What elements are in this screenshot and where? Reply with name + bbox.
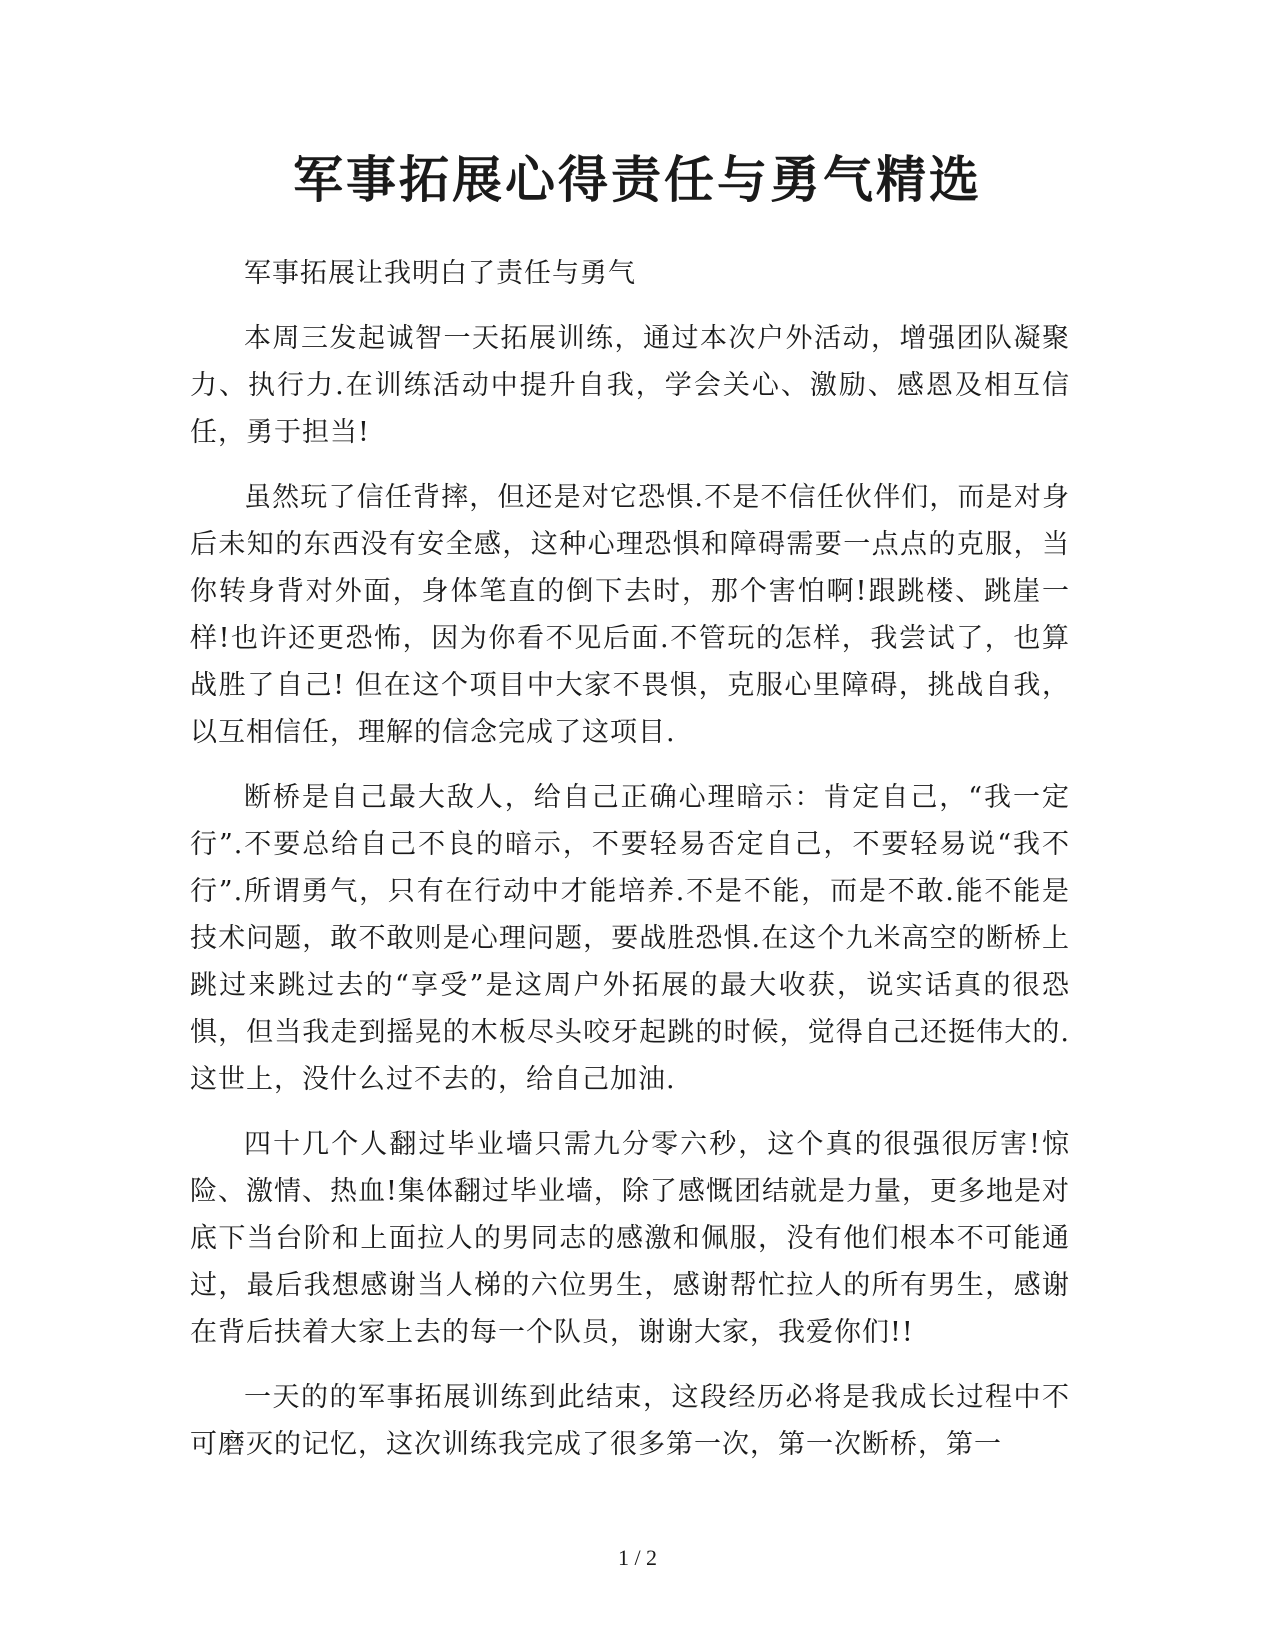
paragraph-5: 一天的的军事拓展训练到此结束，这段经历必将是我成长过程中不可磨灭的记忆，这次训练我完成了很多第一次，第一次断桥，第一 [190,1382,1070,1460]
paragraph-4: 四十几个人翻过毕业墙只需九分零六秒，这个真的很强很厉害!惊险、激情、热血!集体翻过毕业墙，除了感慨团结就是力量，更多地是对底下当台阶和上面拉人的男同志的感激和佩服，没有他们根本不可能通过，最后我想感谢当人梯的六位男生，感谢帮忙拉人的所有男生，感谢在背后扶着大家上去的每一个队员，谢谢大家，我爱你们!! [190,1129,1070,1348]
paragraph-subtitle: 军事拓展让我明白了责任与勇气 [244,258,636,289]
paragraph-1: 本周三发起诚智一天拓展训练，通过本次户外活动，增强团队凝聚力、执行力.在训练活动中提升自我，学会关心、激励、感恩及相互信任，勇于担当! [190,323,1070,448]
document-body [190,250,1070,1486]
document-title: 军事拓展心得责任与勇气精选 [293,150,982,209]
paragraph-3: 断桥是自己最大敌人，给自己正确心理暗示：肯定自己，“我一定行”.不要总给自己不良的暗示，不要轻易否定自己，不要轻易说“我不行”.所谓勇气，只有在行动中才能培养.不是不能，而是不敢.能不能是技术问题，敢不敢则是心理问题，要战胜恐惧.在这个九米高空的断桥上跳过来跳过去的“享受”是这周户外拓展的最大收获，说实话真的很恐惧，但当我走到摇晃的木板尽头咬牙起跳的时候，觉得自己还挺伟大的.这世上，没什么过不去的，给自己加油. [190,782,1070,1095]
paragraph-2: 虽然玩了信任背摔，但还是对它恐惧.不是不信任伙伴们，而是对身后未知的东西没有安全感，这种心理恐惧和障碍需要一点点的克服，当你转身背对外面，身体笔直的倒下去时，那个害怕啊!跟跳楼、跳崖一样!也许还更恐怖，因为你看不见后面.不管玩的怎样，我尝试了，也算战胜了自己! 但在这个项目中大家不畏惧，克服心里障碍，挑战自我，以互相信任，理解的信念完成了这项目. [190,482,1070,748]
page-number: 1 / 2 [617,1545,658,1570]
